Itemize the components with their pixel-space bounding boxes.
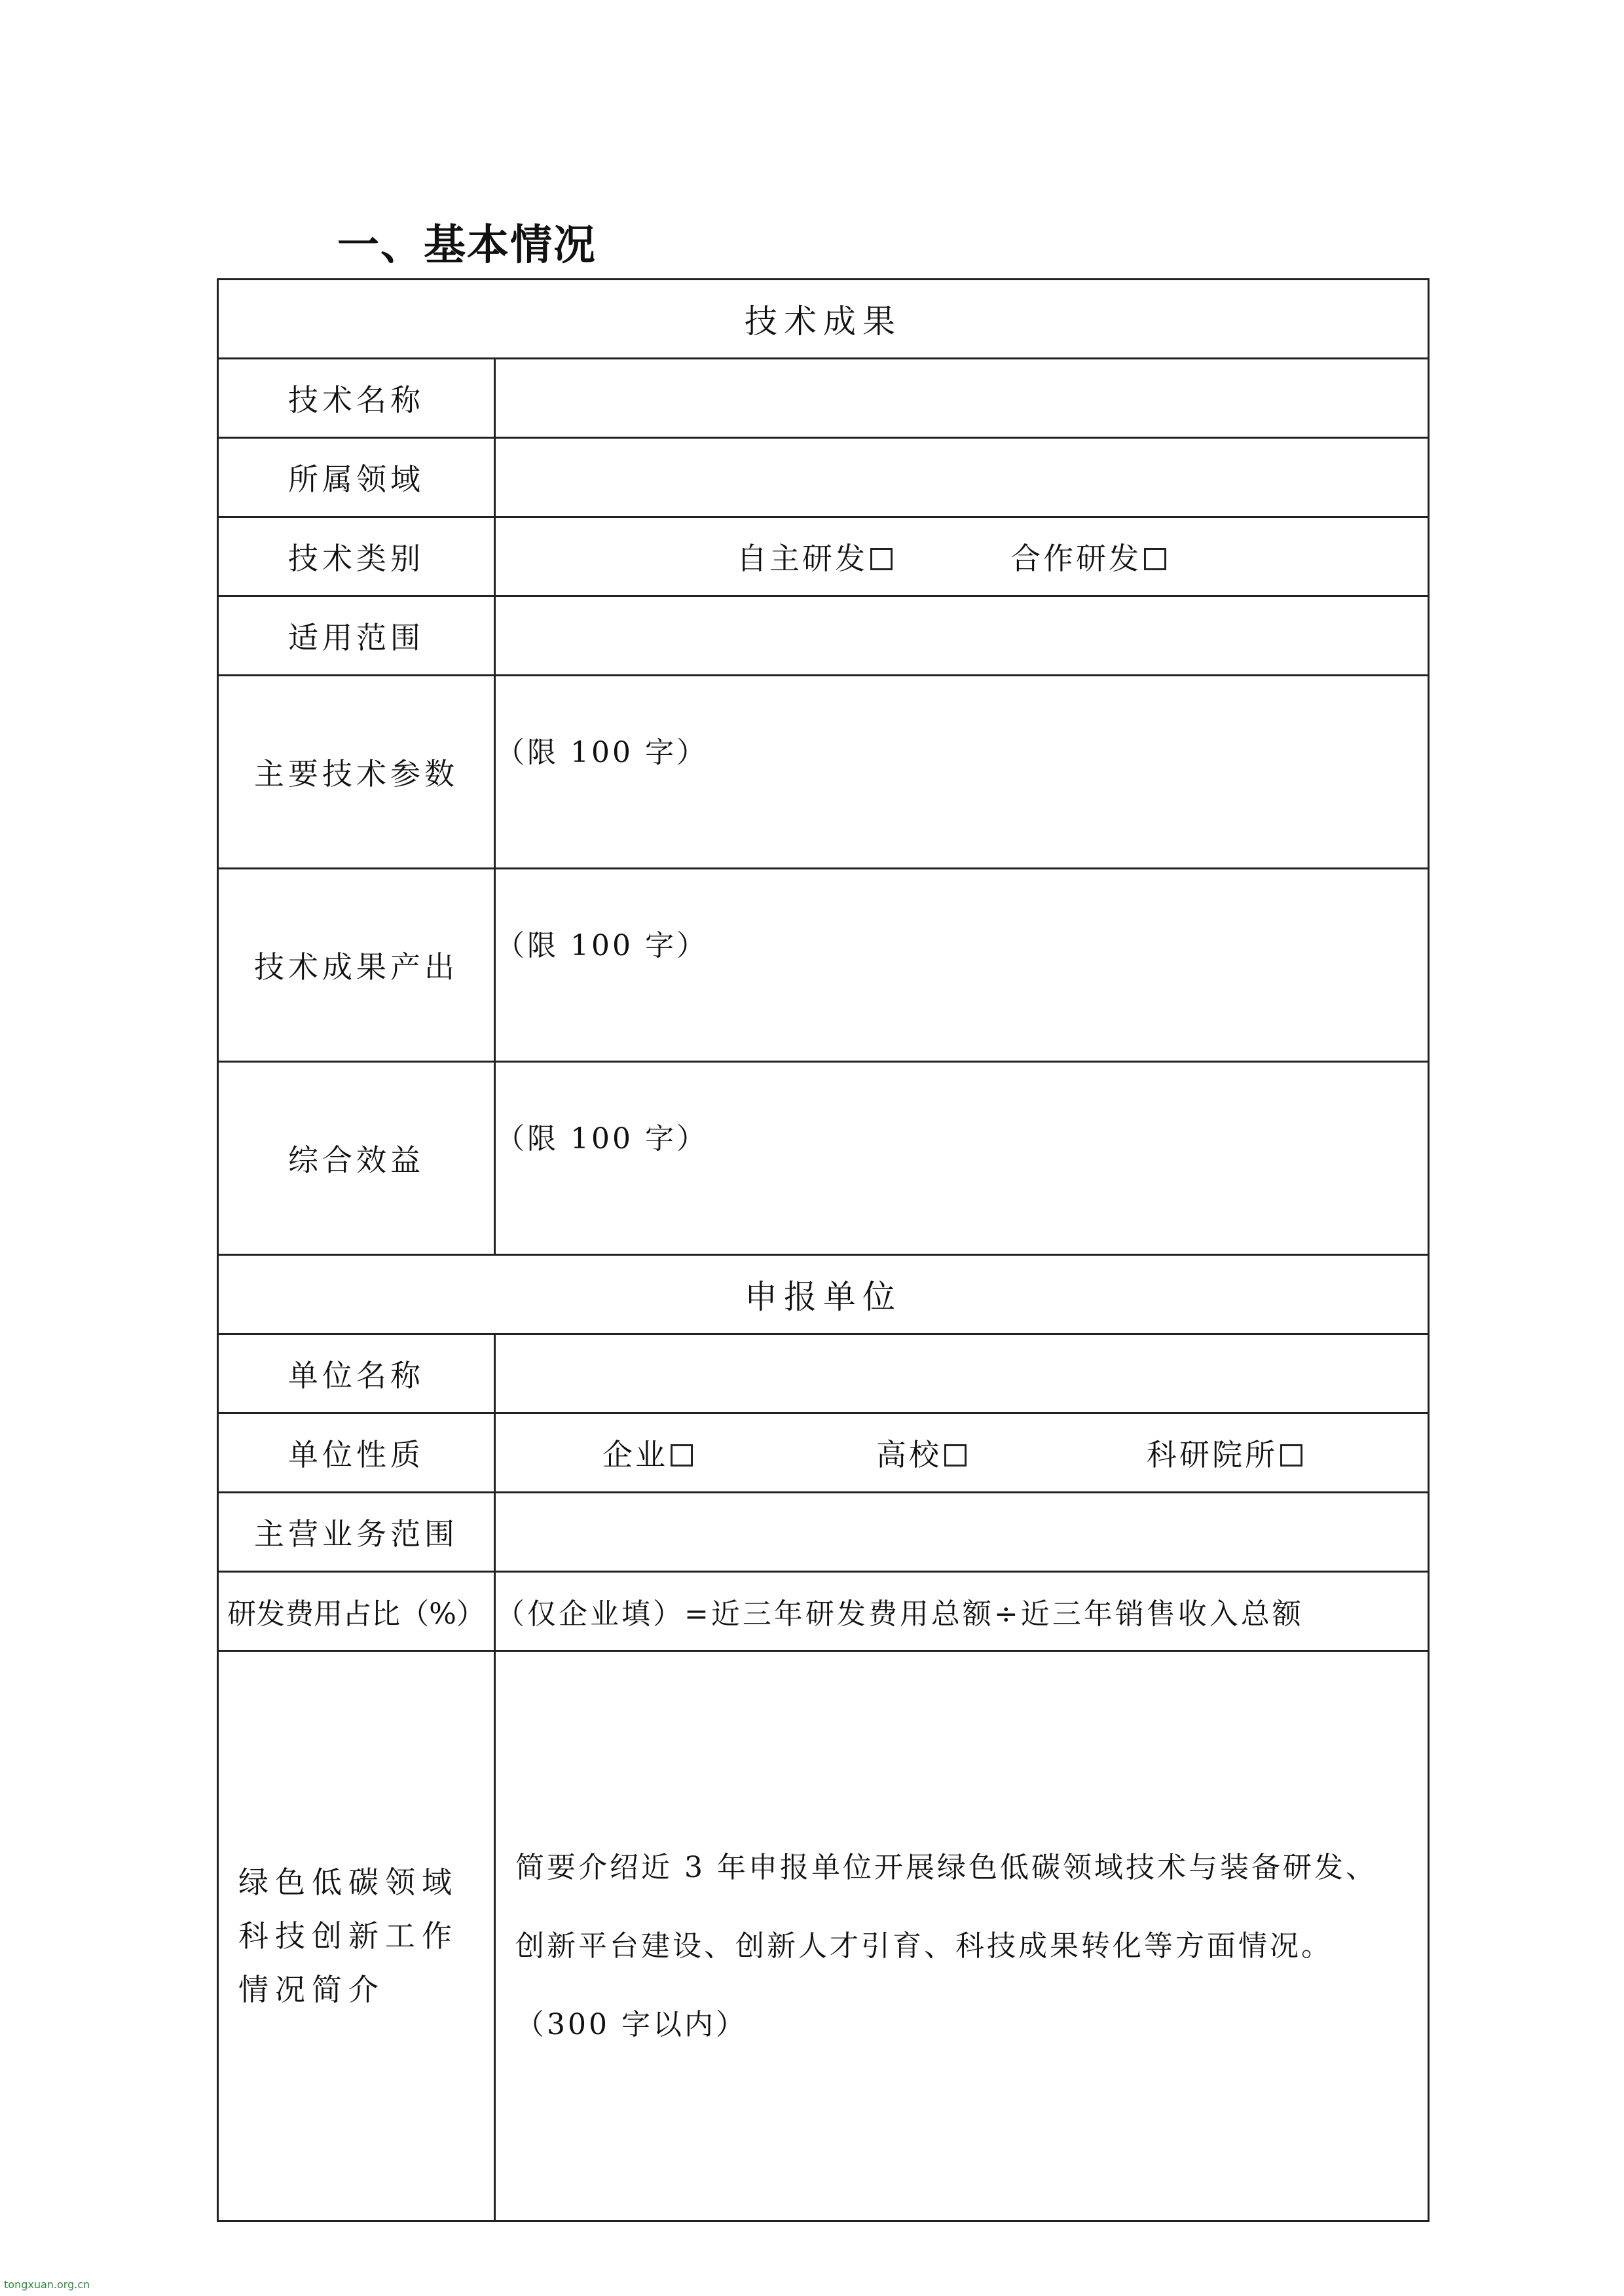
page-heading: 一、基本情况 xyxy=(337,221,597,270)
intro-limit: （300 字以内） xyxy=(515,2008,747,2041)
option-cooperative-rd-label: 合作研发 xyxy=(1010,541,1141,576)
scope-label: 适用范围 xyxy=(218,596,495,676)
option-university[interactable] xyxy=(876,1431,967,1474)
intro-label: 绿色低碳领域科技创新工作情况简介 xyxy=(218,1651,495,2221)
option-research-institute[interactable] xyxy=(1147,1431,1302,1474)
option-university-label: 高校 xyxy=(876,1437,942,1472)
tech-name-field[interactable] xyxy=(495,359,1429,438)
checkbox-icon[interactable] xyxy=(1280,1444,1302,1467)
section-title-unit: 申报单位 xyxy=(218,1255,1429,1334)
tech-field-label: 所属领域 xyxy=(218,438,495,517)
unit-nature-options xyxy=(495,1413,1429,1493)
option-enterprise-label: 企业 xyxy=(602,1437,668,1472)
option-research-institute-label: 科研院所 xyxy=(1147,1437,1278,1472)
option-enterprise[interactable] xyxy=(602,1431,693,1474)
output-field[interactable] xyxy=(495,869,1429,1062)
checkbox-icon[interactable] xyxy=(1144,548,1166,570)
checkbox-icon[interactable] xyxy=(944,1444,967,1467)
checkbox-icon[interactable] xyxy=(671,1444,693,1467)
option-independent-rd[interactable] xyxy=(737,535,893,578)
rd-ratio-field[interactable] xyxy=(495,1572,1429,1651)
scope-field[interactable] xyxy=(495,596,1429,676)
benefit-field[interactable] xyxy=(495,1062,1429,1255)
output-note: （限 100 字） xyxy=(496,929,708,962)
business-scope-label: 主营业务范围 xyxy=(218,1493,495,1572)
basic-info-form xyxy=(217,278,1430,2222)
tech-name-label: 技术名称 xyxy=(218,359,495,438)
option-independent-rd-label: 自主研发 xyxy=(737,541,868,576)
section-title-tech: 技术成果 xyxy=(218,280,1429,359)
tech-category-options xyxy=(495,517,1429,596)
rd-ratio-note: （仅企业填）=近三年研发费用总额÷近三年销售收入总额 xyxy=(496,1597,1304,1631)
tech-field-field[interactable] xyxy=(495,438,1429,517)
params-label: 主要技术参数 xyxy=(218,676,495,869)
benefit-label: 综合效益 xyxy=(218,1062,495,1255)
intro-instructions: 简要介绍近 3 年申报单位开展绿色低碳领域技术与装备研发、创新平台建设、创新人才引育、科技成果转化等方面情况。 xyxy=(515,1851,1377,1963)
params-field[interactable] xyxy=(495,676,1429,869)
intro-field[interactable] xyxy=(495,1651,1429,2221)
watermark: tongxuan.org.cn xyxy=(4,2278,90,2291)
business-scope-field[interactable] xyxy=(495,1493,1429,1572)
unit-nature-label: 单位性质 xyxy=(218,1413,495,1493)
tech-category-label: 技术类别 xyxy=(218,517,495,596)
option-cooperative-rd[interactable] xyxy=(1010,535,1166,578)
output-label: 技术成果产出 xyxy=(218,869,495,1062)
unit-name-label: 单位名称 xyxy=(218,1334,495,1413)
rd-ratio-label: 研发费用占比（%） xyxy=(218,1572,495,1651)
params-note: （限 100 字） xyxy=(496,736,708,769)
checkbox-icon[interactable] xyxy=(870,548,893,570)
unit-name-field[interactable] xyxy=(495,1334,1429,1413)
benefit-note: （限 100 字） xyxy=(496,1122,708,1156)
